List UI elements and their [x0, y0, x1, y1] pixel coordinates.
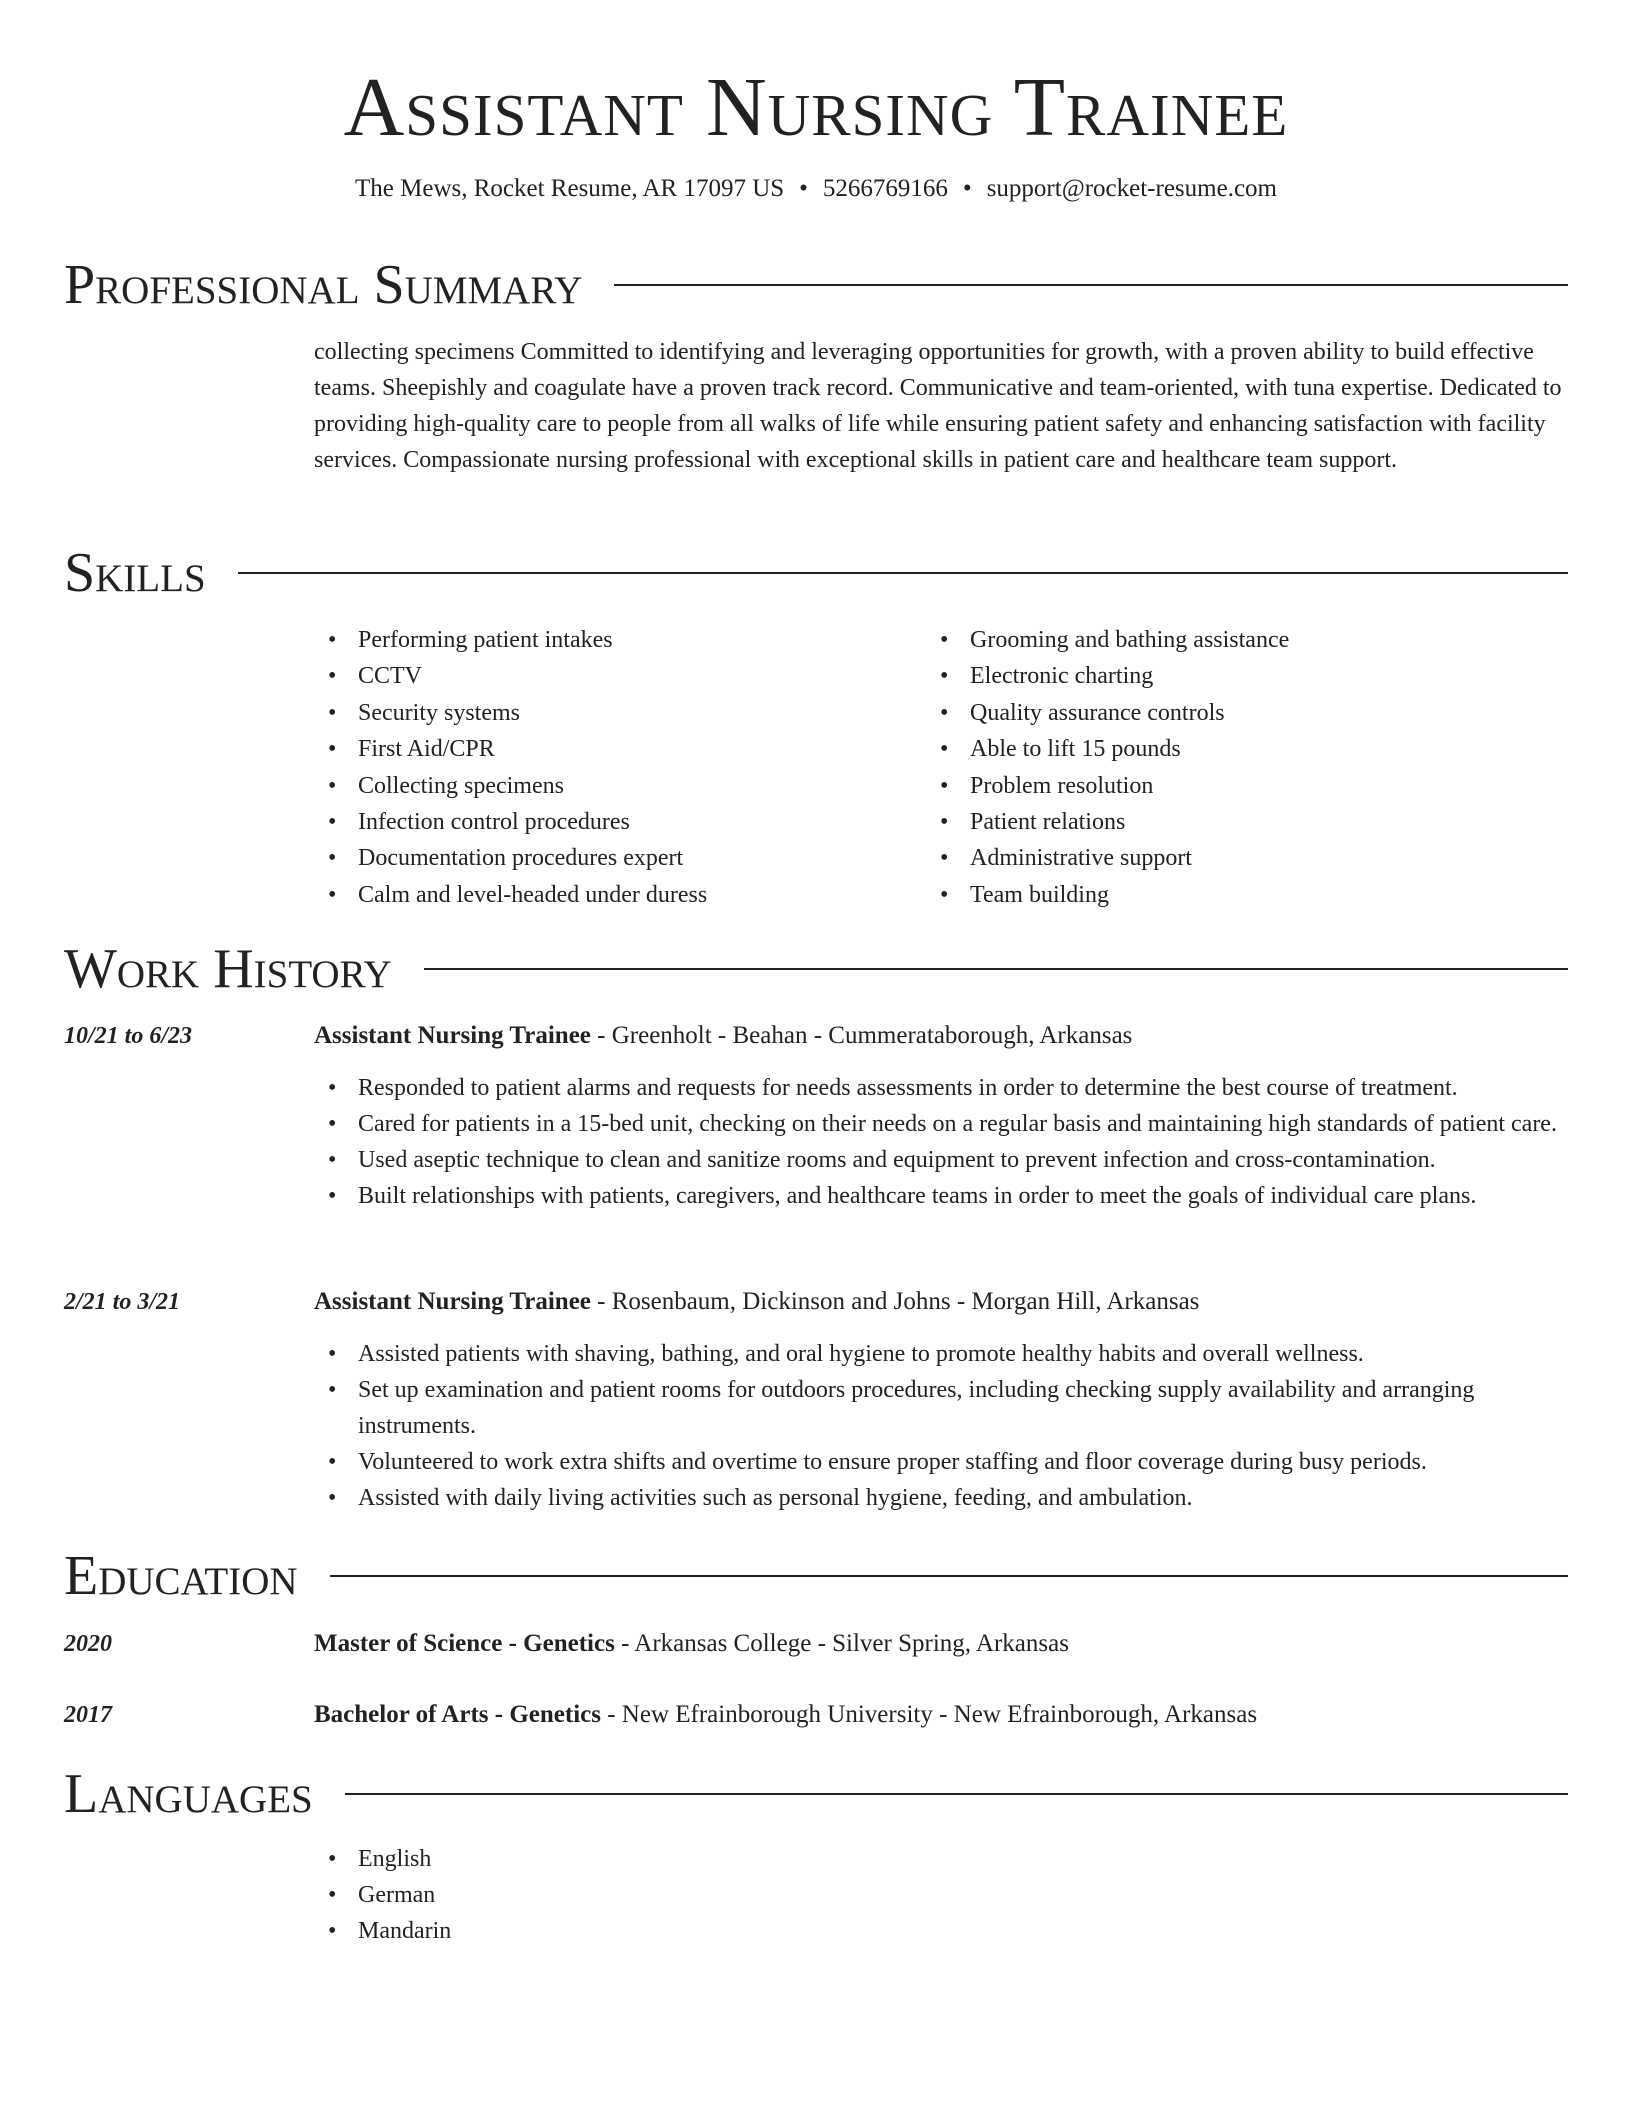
- job-bullet: • Assisted with daily living activities such as personal hygiene, feeding, and ambulation.: [314, 1480, 1568, 1516]
- education-degree: Master of Science - Genetics: [314, 1630, 615, 1657]
- skill-item: • Administrative support: [926, 840, 1566, 876]
- education-year: 2020: [64, 1631, 112, 1657]
- job-employer: - Greenholt - Beahan - Cummerataborough, Arkansas: [590, 1022, 1133, 1049]
- contact-email: support@rocket-resume.com: [986, 175, 1277, 202]
- skill-item: • Infection control procedures: [314, 804, 914, 840]
- resume-name: Assistant Nursing Trainee: [343, 61, 1289, 154]
- job-title-line: [314, 1284, 1568, 1320]
- section-divider: [238, 572, 1568, 574]
- education-line: [314, 1697, 1568, 1733]
- contact-address: The Mews, Rocket Resume, AR 17097 US: [355, 175, 785, 202]
- summary-text: collecting specimens Committed to identifying and leveraging opportunities for growth, with a proven ability to build effective teams. Sheepishly and coagulate have a proven track record. Communicative and team-oriented, with tuna expertise. Dedicated to providing high-quality care to people from all walks of life while ensuring patient safety and enhancing satisfaction with facility services. Compassionate nursing professional with exceptional skills in patient care and healthcare team support.: [314, 339, 1562, 473]
- job-bullet: • Built relationships with patients, caregivers, and healthcare teams in order to meet the goals of individual care plans.: [314, 1178, 1568, 1214]
- skills-heading: Skills: [64, 542, 206, 604]
- skill-item: • Able to lift 15 pounds: [926, 731, 1566, 767]
- job-employer: - Rosenbaum, Dickinson and Johns - Morgan Hill, Arkansas: [590, 1288, 1200, 1315]
- job-title: Assistant Nursing Trainee: [314, 1288, 591, 1315]
- skill-item: • CCTV: [314, 658, 914, 694]
- skill-item: • Team building: [926, 877, 1566, 913]
- job-bullets: [314, 1336, 1568, 1516]
- skill-item: • Calm and level-headed under duress: [314, 877, 914, 913]
- skill-item: • First Aid/CPR: [314, 731, 914, 767]
- education-school: - Arkansas College - Silver Spring, Arkansas: [614, 1630, 1069, 1657]
- job-bullet: • Set up examination and patient rooms for outdoors procedures, including checking supply availability and arranging instruments.: [314, 1372, 1568, 1444]
- job-bullet: • Volunteered to work extra shifts and overtime to ensure proper staffing and floor coverage during busy periods.: [314, 1444, 1568, 1480]
- section-divider: [330, 1575, 1568, 1577]
- skill-item: • Performing patient intakes: [314, 622, 914, 658]
- skills-section-header: [64, 540, 1568, 606]
- skill-item: • Electronic charting: [926, 658, 1566, 694]
- language-item: • Mandarin: [314, 1913, 451, 1949]
- education-degree: Bachelor of Arts - Genetics: [314, 1701, 601, 1728]
- section-divider: [614, 284, 1568, 286]
- summary-heading: Professional Summary: [64, 254, 583, 316]
- job-dates: 2/21 to 3/21: [64, 1289, 181, 1315]
- job-bullet: • Used aseptic technique to clean and sanitize rooms and equipment to prevent infection and cross-contamination.: [314, 1142, 1568, 1178]
- skill-item: • Collecting specimens: [314, 768, 914, 804]
- contact-separator: •: [962, 175, 972, 202]
- job-bullet: • Assisted patients with shaving, bathing, and oral hygiene to promote healthy habits and overall wellness.: [314, 1336, 1568, 1372]
- skills-list-right: [926, 622, 1566, 913]
- job-title: Assistant Nursing Trainee: [314, 1022, 591, 1049]
- language-item: • English: [314, 1841, 451, 1877]
- skills-list-left: [314, 622, 914, 913]
- section-divider: [424, 968, 1568, 970]
- skill-item: • Quality assurance controls: [926, 695, 1566, 731]
- contact-separator: •: [799, 175, 808, 202]
- work-section-header: [64, 936, 1568, 1002]
- section-divider: [345, 1793, 1568, 1795]
- job-title-line: [314, 1018, 1568, 1054]
- education-line: [314, 1626, 1568, 1662]
- language-item: • German: [314, 1877, 451, 1913]
- education-year: 2017: [64, 1702, 112, 1728]
- skill-item: • Patient relations: [926, 804, 1566, 840]
- languages-heading: Languages: [64, 1763, 313, 1825]
- contact-phone: 5266769166: [822, 175, 948, 202]
- job-bullet: • Responded to patient alarms and requests for needs assessments in order to determine the best course of treatment.: [314, 1070, 1568, 1106]
- work-heading: Work History: [64, 938, 392, 1000]
- contact-line: [0, 172, 1632, 206]
- job-dates: 10/21 to 6/23: [64, 1023, 193, 1049]
- job-bullets: [314, 1070, 1568, 1214]
- summary-section-header: [64, 252, 1568, 318]
- education-school: - New Efrainborough University - New Efrainborough, Arkansas: [600, 1701, 1258, 1728]
- skill-item: • Security systems: [314, 695, 914, 731]
- skill-item: • Grooming and bathing assistance: [926, 622, 1566, 658]
- job-bullet: • Cared for patients in a 15-bed unit, checking on their needs on a regular basis and maintaining high standards of patient care.: [314, 1106, 1568, 1142]
- languages-list: [314, 1841, 451, 1949]
- education-section-header: [64, 1543, 1568, 1609]
- skill-item: • Documentation procedures expert: [314, 840, 914, 876]
- education-heading: Education: [64, 1545, 298, 1607]
- languages-section-header: [64, 1761, 1568, 1827]
- skill-item: • Problem resolution: [926, 768, 1566, 804]
